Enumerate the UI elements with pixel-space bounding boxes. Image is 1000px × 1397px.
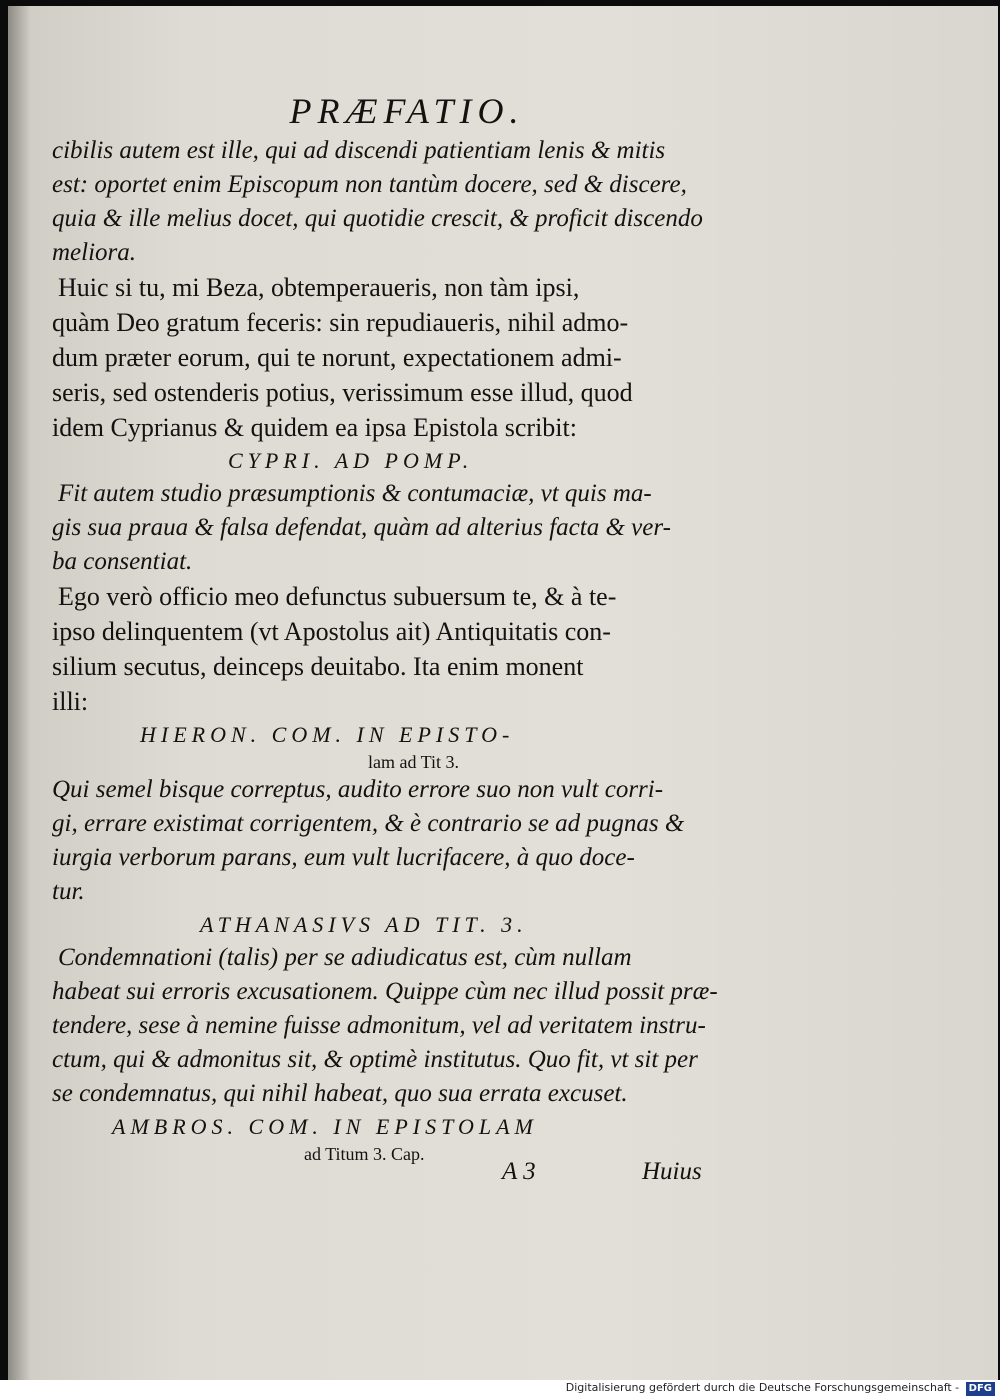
italic-block-3 <box>52 773 722 909</box>
text-line: se condemnatus, qui nihil habeat, quo sua errata excuset. <box>52 1080 628 1107</box>
text-line: quia & ille melius docet, qui quotidie crescit, & proficit discendo <box>52 205 703 232</box>
text-line: dum præter eorum, qui te norunt, expectationem admi- <box>52 343 622 372</box>
source-caption: ATHANASIVS AD TIT. 3. <box>200 912 528 937</box>
italic-block-1 <box>52 134 722 270</box>
text-line: iurgia verborum parans, eum vult lucrifacere, à quo doce- <box>52 844 635 871</box>
italic-block-2 <box>52 477 722 579</box>
book-page <box>8 6 998 1380</box>
text-line: habeat sui erroris excusationem. Quippe cùm nec illud possit præ- <box>52 978 718 1005</box>
text-line: idem Cyprianus & quidem ea ipsa Epistola scribit: <box>52 413 577 442</box>
text-line: cibilis autem est ille, qui ad discendi patientiam lenis & mitis <box>52 137 666 164</box>
text-line: illi: <box>52 687 89 716</box>
text-line: tendere, sese à nemine fuisse admonitum, vel ad veritatem instru- <box>52 1012 706 1039</box>
text-line: gis sua praua & falsa defendat, quàm ad alterius facta & ver- <box>52 514 671 541</box>
roman-paragraph-2 <box>52 579 722 719</box>
text-line: silium secutus, deinceps deuitabo. Ita enim monent <box>52 652 584 681</box>
signature-mark: A 3 <box>502 1158 536 1185</box>
dfg-logo: DFG <box>966 1382 995 1396</box>
catchword: Huius <box>642 1158 702 1185</box>
source-caption-sub: lam ad Tit 3. <box>368 752 460 772</box>
text-line: Huic si tu, mi Beza, obtemperaueris, non tàm ipsi, <box>58 273 580 302</box>
source-caption: HIERON. COM. IN EPISTO- <box>140 722 515 747</box>
text-line: gi, errare existimat corrigentem, & è contrario se ad pugnas & <box>52 810 685 837</box>
credit-text: Digitalisierung gefördert durch die Deutsche Forschungsgemeinschaft - <box>565 1381 960 1394</box>
source-caption: CYPRI. AD POMP. <box>228 448 474 473</box>
text-line: ipso delinquentem (vt Apostolus ait) Antiquitatis con- <box>52 617 611 646</box>
text-line: ba consentiat. <box>52 548 193 575</box>
text-line: est: oportet enim Episcopum non tantùm docere, sed & discere, <box>52 171 687 198</box>
italic-block-4 <box>52 941 722 1111</box>
roman-paragraph-1 <box>52 270 722 445</box>
page-footer-line <box>52 1158 722 1199</box>
text-line: meliora. <box>52 239 137 266</box>
text-line: Condemnationi (talis) per se adiudicatus est, cùm nullam <box>58 944 632 971</box>
text-line: ctum, qui & admonitus sit, & optimè institutus. Quo fit, vt sit per <box>52 1046 698 1073</box>
text-line: Qui semel bisque correptus, audito errore suo non vult corri- <box>52 776 664 803</box>
text-line: tur. <box>52 878 85 905</box>
text-line: Ego verò officio meo defunctus subuersum te, & à te- <box>58 582 617 611</box>
page-spine-shadow <box>8 6 30 1380</box>
page-text <box>52 90 722 1199</box>
source-caption-sub: ad Titum 3. Cap. <box>304 1144 425 1164</box>
text-line: Fit autem studio præsumptionis & contumaciæ, vt quis ma- <box>58 480 652 507</box>
running-header: PRÆFATIO. <box>289 91 525 131</box>
text-line: quàm Deo gratum feceris: sin repudiaueris, nihil admo- <box>52 308 629 337</box>
text-line: seris, sed ostenderis potius, verissimum esse illud, quod <box>52 378 633 407</box>
source-caption: AMBROS. COM. IN EPISTOLAM <box>112 1114 538 1139</box>
digitization-credit <box>0 1381 995 1397</box>
